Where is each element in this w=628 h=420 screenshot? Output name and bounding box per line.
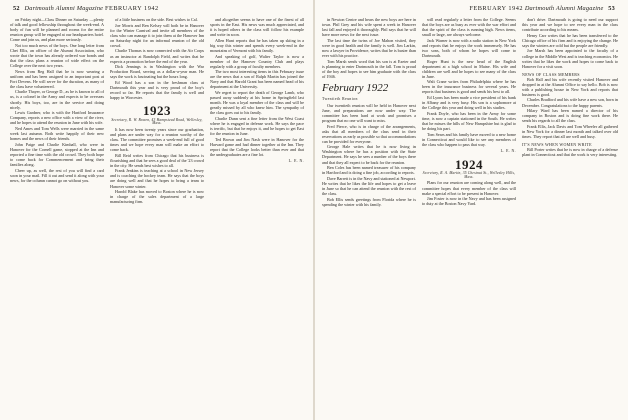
class-year: 1924 (455, 156, 483, 172)
paragraph: We regret to report the death of George Lamb, who passed away suddenly at his home in Springfield last month. He was a loyal member of the class and will be greatly missed by all who knew him. The sympathy of the class goes out to his family. (210, 90, 304, 116)
running-head-left (10, 5, 159, 12)
running-head-right (469, 5, 618, 12)
paragraph: And speaking of golf, Walter Taylor is now a member of the Hanover Country Club and plays regularly with a group of faculty members. (210, 53, 304, 69)
paragraph: Charlie Dunn sent a fine letter from the West Coast where he is engaged in defense work. He says the pace is terrific, but that he enjoys it, and he hopes to get East for the reunion in June. (210, 115, 304, 136)
text-column-6 (522, 17, 618, 417)
magazine-title: Dartmouth Alumni Magazine (24, 5, 104, 12)
paragraph: Jim Foster is now in the Navy and has been assigned to duty at the Boston Navy Yard. (422, 196, 516, 207)
paragraph: Our twentieth reunion will be held in Hanover next June, and preparations are now under way. The committee has been hard at work and promises a program that no one will want to miss. (322, 102, 416, 123)
paragraph: Dick Jennings is in Washington with the War Production Board, serving as a dollar-a-year man. He says the work is fascinating but the hours long. (110, 64, 204, 80)
paragraph: Harold Blake has moved to Boston where he is now in charge of the sales department of a large manufacturing firm. (110, 189, 204, 205)
text-column-2 (110, 17, 204, 417)
signature: L. E. N. (500, 148, 516, 153)
paragraph: It has now been twenty years since our graduation, and plans are under way for a reunion worthy of the class. The committee promises a week-end full of good times and we hope every man will make an effort to come back. (110, 126, 204, 152)
paragraph: Henry Carr writes that he has been transferred to the Chicago office of his firm and is enjoying the change. He says the winters are cold but the people are friendly. (522, 32, 618, 48)
class-1923-heading (110, 104, 204, 126)
issue-date: FEBRUARY 1942 (104, 5, 159, 12)
paragraph: Charlie Thayer, or George D., as he is known to all of us, is a colonel in the Army and expects to be overseas shortly. His boys, too, are in the service and doing nicely. (10, 89, 104, 110)
class-secretary: Secretary, R. A. Martin, 35 Chestnut St., Wellesley Hills, Mass. (422, 171, 516, 179)
page-number: 53 (608, 5, 615, 12)
paragraph: Frank Doyle, who has been in the Army for some time, is now a captain stationed in the South. He writes that he misses the hills of New Hampshire but is glad to be doing his part. (422, 110, 516, 131)
text-column-3 (210, 17, 304, 417)
paragraph: of a little business on the side. Best wishes to Cal. (115, 17, 198, 22)
paragraph: News from Reg Hall that he is now wearing a uniform and has been assigned to an important post at Fort Devens. He will serve for the duration, as many of the class have volunteered. (10, 68, 104, 89)
issue-date: FEBRUARY 1942 (469, 5, 524, 12)
paragraph: John Paige and Charlie Kimball, who were in Hanover for the Cornell game, stopped at the Inn and reported a fine time with the old crowd. They both hope to come back for Commencement and bring their families along. (10, 141, 104, 167)
paragraph: Tom Sears and his family have moved to a new home in Connecticut and would like to see any members of the class who happen to pass that way. (422, 131, 516, 147)
paragraph: Bob Hall and his wife recently visited Hanover and dropped in at the Alumni Office to say hello. Bob is now with a publishing house in New York and reports that business is good. (522, 76, 618, 97)
paragraph: Plans for our reunion are coming along well, and the committee hopes that every member of the class will make a special effort to be present in Hanover. (422, 180, 516, 196)
section-heading: February 1922 (322, 81, 389, 94)
page-number: 52 (13, 5, 20, 12)
paragraph: Bill Reid writes from Chicago that his business is flourishing and that he sees a good deal of the '23 crowd in the city. He sends best wishes to all. (110, 152, 204, 168)
paragraph: Ed Wood has a son in the freshman class at Dartmouth this year and is very proud of the boy's record so far. He reports that the family is well and happy in Worcester. (110, 79, 204, 101)
signature: L. E. N. (288, 158, 304, 163)
paragraph: Frank Ellis, Jack Davis and Tom Wheeler all gathered in New York for a dinner last month and talked over old times. They report that all are well and busy. (522, 123, 618, 139)
text-column-5 (422, 17, 516, 417)
text-column-4 (322, 17, 416, 417)
paragraph: on Friday night—Class Dinner on Saturday —plenty of talk and good fellowship throughout the week-end. A body of fun will be planned and rooms for the entire reunion group will be engaged at our headquarters hotel. Come and join us, and plan more seriously. (10, 17, 104, 43)
paragraph: The last time the twins of Joe Mahon visited, they were in good health and the family is well. Jim Larkin, now a lawyer in Providence, writes that he is busier than ever with his practice. (322, 37, 416, 58)
subheading: Twentieth Reunion (322, 96, 358, 101)
paragraph: Ned Ames and Tom Wells were married in the same week last autumn. Both write happily of their new homes and the news of their friends. (10, 125, 104, 142)
text-column-1 (10, 17, 104, 417)
page-gutter (313, 0, 315, 420)
paragraph: Charles Bradford and his wife have a new son, born in December. Congratulations to the happy parents. (522, 97, 618, 108)
item-heading: IT'S NEWS WHEN WOMEN WRITE (522, 142, 592, 148)
paragraph: Jack Warner is now with a radio station in New York and reports that he enjoys the work immensely. He has two sons, both of whom he hopes will come to Dartmouth. (422, 37, 516, 58)
paragraph: Cheer up, as well, the rest of you will find a card soon in your mail. Fill it out and send it along with your news, for the column cannot go on without you. (10, 167, 104, 183)
paragraph: will read regularly a letter from the College. Seems that the boys are as busy as ever with the war effort and that the spirit of the class is running high. News items, small or large, are always welcome. (422, 17, 516, 38)
paragraph: Ted Brown and Jim Nash were in Hanover for the Harvard game and had dinner together at the Inn. They report that the College looks better than ever and that the undergraduates are a fine lot. (210, 136, 304, 157)
paragraph: Joe Marsh has been appointed to the faculty of a college in the Middle West and is teaching economics. He writes that he likes the work and hopes to come back to Hanover for a visit soon. (522, 48, 618, 69)
magazine-title: Dartmouth Alumni Magazine (524, 5, 604, 12)
paragraph: Joe Morris and Ben Kelsey will both be in Hanover for the Winter Carnival and invite all members of the class who can manage it to join them at the Hanover Inn on Saturday night for an informal reunion of the old crowd. (110, 22, 204, 48)
paragraph: Hilary Ward has been named a director of his company in Boston and is doing fine work there. He sends his regards to all the class. (522, 108, 618, 124)
paragraph: Ed Lyons has been made a vice president of his bank in Albany and is very busy. His son is a sophomore at the College this year and doing well in his studies. (422, 95, 516, 111)
paragraph: Allen Hunt reports that he has taken up skiing in a big way this winter and spends every week-end in the mountains of Vermont with his family. (210, 37, 304, 53)
paragraph: Bill Porter writes that he is now in charge of a defense plant in Connecticut and that the work is very interesting. (522, 147, 618, 158)
paragraph: Frank Jenkins is teaching at a school in New Jersey and is coaching the hockey team. He says that the boys are doing well and that he hopes to bring a team to Hanover some winter. (110, 168, 204, 189)
paragraph: Ben Coles has been named treasurer of his company in Hartford and is doing a fine job, according to reports. (322, 165, 416, 176)
class-secretary: Secretary, R. W. Bowen, 43 Hampstead Road, Wellesley, Mass. (111, 117, 203, 126)
class-year: 1923 (143, 103, 171, 119)
class-1924-heading (422, 158, 516, 180)
paragraph: Tom Marsh sends word that his son is at Exeter and is planning to enter Dartmouth in the fall. Tom is proud of the boy and hopes to see him graduate with the class of 1946. (322, 58, 416, 79)
paragraph: Fred Pierce, who is in charge of the arrangements, asks that all members of the class send in their reservations as early as possible so that accommodations can be provided for everyone. (322, 123, 416, 144)
paragraph: and altogether seems to have one of the finest of all sports in the East. His news was much appreciated, and it is hoped others in the class will follow his example and write in soon. (210, 17, 304, 38)
paragraph: Bob Ellis sends greetings from Florida where he is spending the winter with his family. (322, 196, 416, 207)
paragraph: don't drive. Dartmouth is going to need our support this year and we hope to see every man in the class contribute according to his means. (522, 17, 618, 33)
item-heading: NEWS OF CLASS MEMBERS (522, 71, 580, 77)
paragraph: George Hale writes that he is now living in Washington where he has a position with the State Department. He says he sees a number of the boys there and that they all expect to be back for the reunion. (322, 144, 416, 165)
paragraph: Roger Hunt is the new head of the English department at a high school in Maine. His wife and children are well and he hopes to see many of the class in June. (422, 58, 516, 79)
paragraph: in Newton Centre and hears the new boys are here in town. Phil Grey and his wife spent a week in Hanover last fall and enjoyed it thoroughly. Phil says that he will have more news for the next issue. (322, 17, 416, 38)
paragraph: Lewis Gardner, who is with the Hartford Insurance Company, reports a new office with a view of the river, and he hopes to attend the reunion in June with his wife. (10, 110, 104, 126)
paragraph: Charlie Thomas is now connected with the Air Corps as an instructor at Randolph Field, and writes that he expects a promotion before the end of the year. (110, 48, 204, 64)
paragraph: Walt Crane writes from Philadelphia where he has been in the insurance business for several years. He reports that business is good and sends his best to all. (422, 79, 516, 95)
paragraph: Dave Barrett is in the Navy and stationed at Newport. He writes that he likes the life and hopes to get a leave in June so that he can attend the reunion with the rest of the class. (322, 175, 416, 196)
paragraph: Not too much news of the boys. One long letter from Chet Ellis, an officer of the Alumni Association, who wrote that the town has already ordered war bonds and that the class plans a reunion of wide effect on the College over the next two years. (10, 42, 104, 69)
paragraph: The two most interesting items in this February issue are the news that a son of Ralph Martin has joined the Navy and that Harold Grant has been named head of his department at the University. (210, 69, 304, 90)
